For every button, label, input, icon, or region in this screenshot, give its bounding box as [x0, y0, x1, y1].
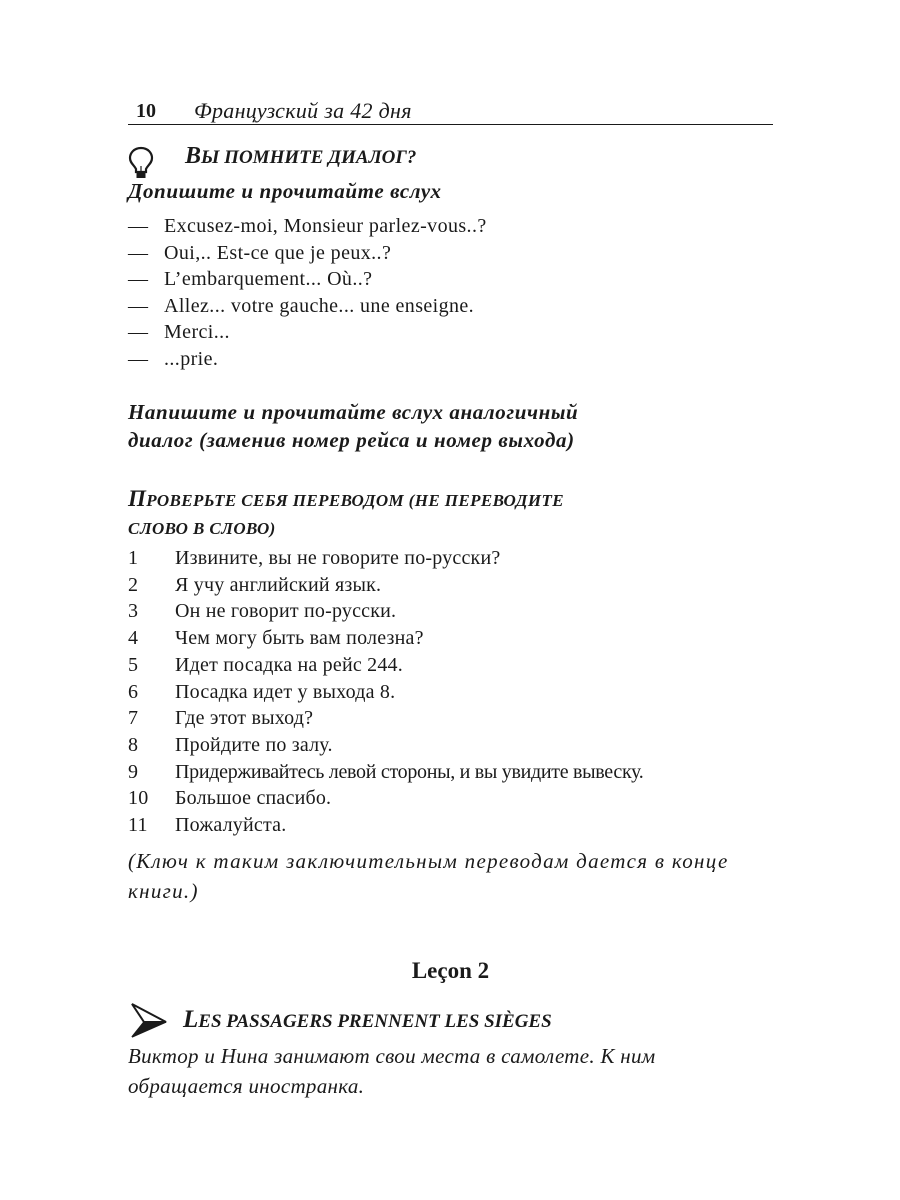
list-item: 1 Извините, вы не говорите по-русски? [128, 547, 501, 569]
book-title: Французский за 42 дня [194, 98, 412, 123]
section-heading-dialog-recall [128, 143, 773, 177]
lesson-title: Leçon 2 [411, 958, 490, 983]
section-title-translation-check: ПРОВЕРЬТЕ СЕБЯ ПЕРЕВОДОМ (НЕ ПЕРЕВОДИТЕ СЛОВО В СЛОВО) [128, 486, 564, 538]
lightbulb-icon [128, 146, 154, 180]
list-item: 2 Я учу английский язык. [128, 573, 382, 596]
list-item: 5 Идет посадка на рейс 244. [128, 653, 403, 676]
dialog-line: — Oui,.. Est-ce que je peux..? [128, 241, 392, 264]
instruction-complete-dialog: Допишите и прочитайте вслух [128, 179, 442, 203]
list-item: 6 Посадка идет у выхода 8. [128, 680, 396, 703]
running-header [128, 98, 773, 125]
arrow-pointer-icon [130, 1002, 168, 1038]
dialog-list [128, 213, 487, 372]
answer-key-note: (Ключ к таким заключительным переводам дается в конце книги.) [128, 849, 729, 903]
list-item: 4 Чем могу быть вам полезна? [128, 627, 424, 650]
dialog-line: — Excusez-moi, Monsieur parlez-vous..? [128, 215, 487, 237]
list-item: 11 Пожалуйста. [128, 814, 287, 837]
lesson-intro: Виктор и Нина занимают свои места в самолете. К ним обращается иностранка. [128, 1044, 656, 1098]
list-item: 7 Где этот выход? [128, 707, 314, 730]
list-item: 9 Придерживайтесь левой стороны, и вы увидите вывеску. [128, 760, 644, 783]
instruction-write-analog-dialog: Напишите и прочитайте вслух аналогичный диалог (заменив номер рейса и номер выхода) [128, 400, 579, 452]
list-item: 10 Большое спасибо. [128, 787, 332, 810]
dialog-line: — L’embarquement... Où..? [128, 268, 373, 290]
list-item: 3 Он не говорит по-русски. [128, 600, 397, 623]
dialog-line: — Merci... [128, 321, 230, 343]
dialog-line: — Allez... votre gauche... une enseigne. [128, 294, 475, 317]
dialog-line: — ...prie. [128, 347, 219, 370]
list-item: 8 Пройдите по залу. [128, 733, 333, 756]
section-title: ВЫ ПОМНИТЕ ДИАЛОГ? [185, 143, 417, 169]
lesson-subtitle: LES PASSAGERS PRENNENT LES SIÈGES [183, 1006, 552, 1033]
lesson-section-heading [128, 1000, 773, 1044]
translation-list [128, 545, 643, 839]
page-number: 10 [136, 100, 156, 122]
